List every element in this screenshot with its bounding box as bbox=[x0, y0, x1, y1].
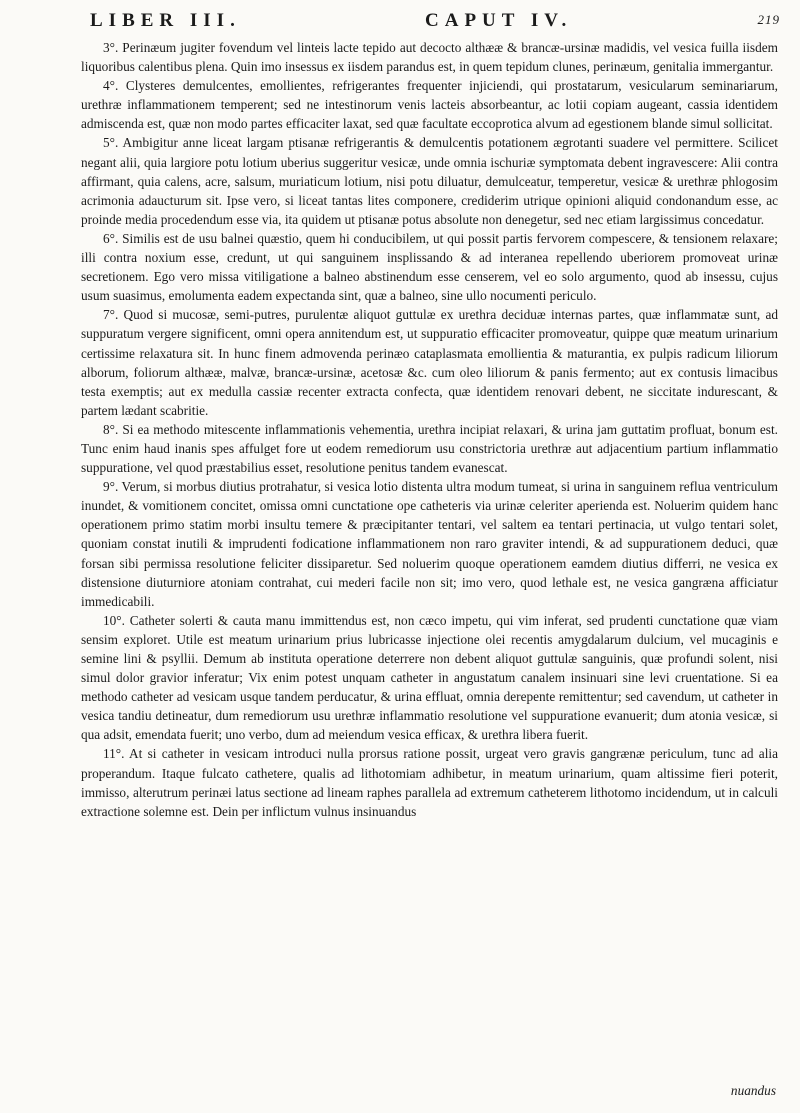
paragraph-11 bbox=[81, 744, 778, 820]
paragraph-5 bbox=[81, 133, 778, 228]
chapter-title: CAPUT IV. bbox=[425, 10, 573, 31]
paragraph-8 bbox=[81, 420, 778, 477]
paragraph-number: 10°. bbox=[103, 612, 125, 628]
paragraph-number: 3°. bbox=[103, 40, 119, 55]
paragraph-number: 11°. bbox=[103, 746, 125, 762]
paragraph-6 bbox=[81, 229, 778, 305]
paragraph-number: 6°. bbox=[103, 230, 119, 246]
paragraph-10 bbox=[81, 611, 778, 745]
paragraph-number: 8°. bbox=[103, 421, 119, 437]
body-text bbox=[81, 38, 778, 821]
paragraph-text: Si ea methodo mitescente inflammationis vehementia, urethra incipiat relaxari, & urina jam guttatim profluat, bonum est. Tunc enim haud inanis spes affulget fore ut eodem remediorum usu constrictoria urethræ aut adjacentium partium inflammatio suppuratione, vel quod præstabilius esset, resolutione penitus tandem evanescat. bbox=[81, 421, 778, 476]
paragraph-text: At si catheter in vesicam introduci nulla prorsus ratione possit, urgeat vero gravis gangrænæ periculum, tunc ad alia properandum. Itaque fulcato cathetere, qualis ad lithotomiam adhibetur, in meatum urinarium, quam altissime fieri poterit, immisso, alterutrum perinæi latus sectione ad lineam raphes parallela ad extremum catheterem lithotomo incidendum, ut in calculi extractione solemne est. Dein per inflictum vulnus insinuandus bbox=[81, 746, 779, 819]
paragraph-number: 7°. bbox=[103, 307, 119, 323]
paragraph-text: Clysteres demulcentes, emollientes, refrigerantes frequenter injiciendi, qui prostatarum, vesicularum seminariarum, urethræ inflammationem temperent; sed ne intestinorum venis lacteis absorbeantur, ac lotii copiam augeant, cassia identidem admiscenda est, quæ non modo partes efficaciter laxat, sed quæ facultate eccoprotica alvum ad egestionem blande simul sollicitat. bbox=[81, 78, 779, 132]
paragraph-4 bbox=[81, 76, 778, 133]
paragraph-7 bbox=[81, 305, 778, 420]
page-number: 219 bbox=[757, 12, 780, 27]
paragraph-text: Quod si mucosæ, semi-putres, purulentæ aliquot guttulæ ex urethra deciduæ internas partes, quæ inflammatæ sunt, ad suppuratum vergere significent, omni opera annitendum est, ut suppuratio efficaciter promoveatur, quippe quæ meatum urinarium certissime relaxatura sit. In hunc finem admovenda perinæo cataplasmata emollientia & maturantia, ex pulpis radicum liliorum alborum, foliorum althææ, malvæ, brancæ-ursinæ, acetosæ &c. cum oleo liliorum & panis fermento; aut ex contusis limacibus testa exemptis; aut ex medulla cassiæ recenter extracta confecta, quæ identidem renovari debent, ne siccitate indurescant, & partem lædant scabritie. bbox=[81, 307, 778, 418]
paragraph-number: 9°. bbox=[103, 479, 119, 495]
paragraph-text: Similis est de usu balnei quæstio, quem hi conducibilem, ut qui possit partis fervorem compescere, & tensionem relaxare; illi contra noxium esse, credunt, ut qui sanguinem insplissando & ad interanea repellendo uberiorem promoveat urinæ secretionem. Ego vero missa vitiligatione a balneo abstinendum esse censerem, vel eo solo argumento, quod ab insessu, cujus usum suasimus, emolumenta eadem expectanda sint, quæ a balneo, sine ullo nocumenti periculo. bbox=[81, 230, 779, 304]
paragraph-text: Perinæum jugiter fovendum vel linteis lacte tepido aut decocto althææ & brancæ-ursinæ madidis, vel vesica fuilla iisdem liquoribus calentibus plena. Quin imo insessus ex iisdem parandus est, in quem tepidum clunes, perinæum, genitalia immergantur. bbox=[81, 40, 778, 75]
paragraph-number: 5°. bbox=[103, 135, 119, 151]
paragraph-text: Catheter solerti & cauta manu immittendus est, non cæco impetu, qui vim inferat, sed prudenti cunctatione quæ viam sensim exploret. Utile est meatum urinarium prius lubricasse injectione olei recentis amygdalarum dulcium, vel mucaginis e semine lini & psyllii. Demum ab instituta operatione deterrere non debent aliquot guttulæ sanguinis, quæ profundi solent, nisi simul dolor gravior inferatur; Vix enim potest unquam catheter in angustatum canalem insinuari sine levi cruentatione. Si ea methodo catheter ad vesicam usque tandem perducatur, & urina effluat, omnia derepente remittentur; sed cavendum, ut catheter in vesica tandiu detineatur, dum remediorum usu urethræ inflammatio resolutione vel suppuratione evanuerit; dum atonia vesicæ, si qua adsit, emendata fuerit; uno verbo, dum ad meiendum vesica efficax, & urethra libera fuerit. bbox=[81, 612, 779, 743]
book-title: LIBER III. bbox=[90, 10, 241, 31]
paragraph-text: Verum, si morbus diutius protrahatur, si vesica lotio distenta ultra modum tumeat, si urina in sanguinem reflua ventriculum inundet, & vomitionem concitet, omissa omni cunctatione ope catheteris via urinæ celeriter aperienda est. Noluerim quidem hanc operationem primo statim morbi insultu temere & præcipitanter tentari, vel saltem ea tentari pertinacia, ut vulgo tentari solet, quoniam constat inutili & imprudenti fodicatione inflammationem non raro graviter intendi, & ad suppurationem deduci, quæ forsan sibi permissa resolutione feliciter dissiparetur. Sed noluerim quoque operationem eamdem diutius differri, ne vesica ex distensione diuturniore atoniam contrahat, cui mederi facile non sit; imo vero, quod lethale est, ne vesica gangræna afficiatur immedicabili. bbox=[81, 479, 778, 609]
paragraph-text: Ambigitur anne liceat largam ptisanæ refrigerantis & demulcentis potationem ægrotanti suadere vel permittere. Scilicet negant alii, quia largiore potu lotium uberius suggeritur vesicæ, unde omnia ischuriæ symptomata debent ingravescere: Alii contra affirmant, quia calens, acre, salsum, muriaticum lotium, nisi potu diluatur, demulceatur, temperetur, vesicæ & urethræ phlogosim acrimonia adaucturum sit. Ipse vero, si liceat tantas lites componere, crediderim utrique opinioni aliquid condonandum esse, ac proinde media procedendum esse via, ita quidem ut ptisanæ potus absolute non denegetur, sed nec etiam largissimus concedatur. bbox=[81, 135, 778, 227]
catchword: nuandus bbox=[730, 1083, 776, 1098]
paragraph-number: 4°. bbox=[103, 78, 119, 94]
paragraph-9 bbox=[81, 477, 778, 611]
paragraph-3 bbox=[81, 38, 778, 76]
running-header bbox=[90, 10, 780, 38]
